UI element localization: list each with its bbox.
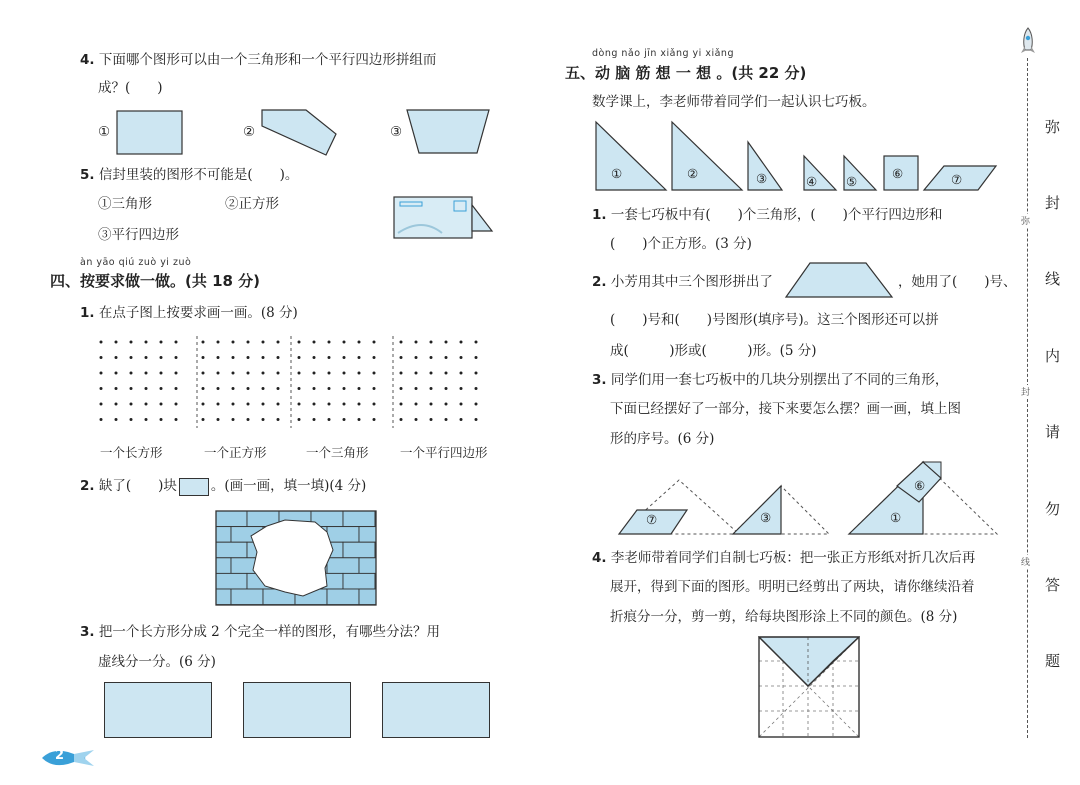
grid-dot [298,418,301,421]
question-4 [80,50,436,70]
section-4-title: 四、按要求做一做。(共 18 分) [50,272,261,290]
grid-dot [313,341,316,344]
grid-dot [343,418,346,421]
brick [343,511,375,527]
page-number-badge [38,746,98,770]
question-4-line2: 展开，得到下面的图形。明明已经剪出了两块，请你继续沿着 [610,579,975,595]
margin-char-5: 请 [1045,423,1061,441]
brick [327,558,359,574]
section-5-intro: 数学课上，李老师带着同学们一起认识七巧板。 [592,94,876,110]
grid-dot [445,403,448,406]
seal-small-2: 封 [1021,385,1030,398]
question-2-line3: 成( )形或( )形。(5 分) [610,343,817,359]
grid-dot [145,387,148,390]
grid-dot [217,403,220,406]
option-triangle: ①三角形 [98,196,152,212]
question-text: 小芳用其中三个图形拼出了 [610,274,773,290]
page-number: 2 [55,748,65,763]
question-number: 3. [80,624,95,640]
grid-dot [160,418,163,421]
seal-small-1: 弥 [1021,214,1030,227]
option-parallelogram: ③平行四边形 [98,227,179,243]
rectangle-shape [116,110,184,156]
section-5-question-4 [592,548,975,568]
grid-dot [175,418,178,421]
grid-dot [247,387,250,390]
tangram-piece-1 [596,122,666,190]
grid-dot [262,341,265,344]
grid-dot [247,418,250,421]
margin-char-3: 线 [1045,270,1061,288]
question-number: 1. [592,207,607,223]
grid-dot [343,387,346,390]
question-3-line3: 形的序号。(6 分) [610,431,715,447]
label-square: 一个正方形 [204,445,267,460]
question-number: 4. [80,52,95,68]
question-3-line2: 下面已经摆好了一部分，接下来要怎么摆？画一画，填上图 [610,401,961,417]
grid-dot [430,387,433,390]
brick [327,589,359,605]
grid-dot [130,372,133,375]
grid-dot [475,356,478,359]
grid-dot [445,356,448,359]
grid-dot [115,372,118,375]
puzzle-label-6: ⑥ [914,478,926,493]
rectangle-1[interactable] [104,682,212,738]
grid-dot [247,403,250,406]
grid-dot [100,403,103,406]
section-4-pinyin: àn yāo qiú zuò yi zuò [80,257,192,268]
grid-dot [277,341,280,344]
grid-dot [145,372,148,375]
grid-dot [328,356,331,359]
grid-dot [373,372,376,375]
grid-dot [160,372,163,375]
trapezoid-shape [405,108,491,156]
grid-dot [400,341,403,344]
grid-dot [400,356,403,359]
grid-dot [328,403,331,406]
grid-dot [343,403,346,406]
brick [216,527,231,543]
grid-dot [475,403,478,406]
grid-dot [313,418,316,421]
grid-dot [400,372,403,375]
grid-dot [175,403,178,406]
tangram-label-6: ⑥ [892,166,904,181]
grid-dot [415,341,418,344]
pentagon-shape [260,108,338,158]
question-4-line3: 折痕分一分，剪一剪，给每块图形涂上不同的颜色。(8 分) [610,609,958,625]
grid-dot [328,372,331,375]
grid-dot [232,372,235,375]
grid-dot [343,372,346,375]
question-text: 李老师带着同学们自制七巧板：把一张正方形纸对折几次后再 [610,550,976,566]
grid-dot [247,341,250,344]
grid-dot [343,356,346,359]
grid-dot [232,356,235,359]
grid-dot [160,403,163,406]
grid-dot [313,372,316,375]
grid-dot [232,403,235,406]
grid-dot [217,372,220,375]
section-4-question-1 [80,303,298,323]
margin-char-1: 弥 [1045,118,1061,136]
question-number: 2. [80,478,95,494]
section-5-question-2 [592,272,773,292]
triangle-puzzles[interactable] [615,458,1015,538]
margin-char-4: 内 [1045,347,1061,365]
grid-dot [298,341,301,344]
question-text-end: 。(画一画，填一填)(4 分) [210,478,367,494]
grid-dot [313,403,316,406]
puzzle-label-7: ⑦ [646,512,658,527]
grid-dot [445,372,448,375]
tangram-piece-2 [672,122,742,190]
label-parallelogram: 一个平行四边形 [400,445,488,460]
grid-dot [277,418,280,421]
question-3-line2: 虚线分一分。(6 分) [98,654,216,670]
brick [359,589,376,605]
grid-dot [475,387,478,390]
brick [359,527,376,543]
grid-dot [343,341,346,344]
grid-dot [262,387,265,390]
question-text: 一套七巧板中有( )个三角形，( )个平行四边形和 [610,207,943,223]
section-4-question-3 [80,622,440,642]
grid-dot [100,418,103,421]
grid-dot [175,356,178,359]
margin-char-6: 勿 [1045,500,1061,518]
grid-dot [202,387,205,390]
grid-dot [373,387,376,390]
grid-dot [430,403,433,406]
question-number: 1. [80,305,95,321]
grid-dot [298,372,301,375]
grid-dot [460,356,463,359]
grid-dot [145,341,148,344]
question-2-line2: ( )号和( )号图形(填序号)。这三个图形还可以拼 [610,312,939,328]
folded-square-paper[interactable] [758,636,860,738]
brick-wall[interactable] [215,510,377,606]
tangram-label-2: ② [687,166,699,181]
grid-dot [460,372,463,375]
grid-dot [262,372,265,375]
grid-dot [115,418,118,421]
margin-char-2: 封 [1045,194,1061,212]
grid-dot [202,356,205,359]
option-square: ②正方形 [225,196,279,212]
grid-dot [202,418,205,421]
section-5-question-3 [592,370,948,390]
brick [216,542,247,558]
grid-dot [430,356,433,359]
grid-dot [202,341,205,344]
grid-dot [373,341,376,344]
grid-dot [460,387,463,390]
grid-dot [373,356,376,359]
grid-dot [202,372,205,375]
brick [216,511,247,527]
grid-dot [247,372,250,375]
grid-dot [298,356,301,359]
brick [216,589,231,605]
grid-dot [100,387,103,390]
grid-dot [475,341,478,344]
envelope-image [392,195,496,241]
grid-dot [400,403,403,406]
margin-char-7: 答 [1045,576,1061,594]
question-1-line2: ( )个正方形。(3 分) [610,236,752,252]
grid-dot [217,356,220,359]
option-1-label: ① [98,124,111,140]
grid-dot [415,372,418,375]
grid-dot [415,387,418,390]
option-3-label: ③ [390,124,403,140]
question-4-line2: 成？( ) [98,80,163,96]
question-text: 下面哪个图形可以由一个三角形和一个平行四边形拼组而 [98,52,437,68]
rectangle-2[interactable] [243,682,351,738]
question-number: 2. [592,274,607,290]
grid-dot [145,418,148,421]
grid-dot [130,341,133,344]
grid-dot [160,387,163,390]
question-number: 4. [592,550,607,566]
brick [327,527,359,543]
grid-dot [313,387,316,390]
seal-dashed-line [1027,58,1028,738]
grid-dot [475,372,478,375]
rectangle-3[interactable] [382,682,490,738]
grid-dot [115,341,118,344]
grid-dot [415,403,418,406]
grid-dot [160,356,163,359]
grid-dot [262,403,265,406]
grid-dot [100,356,103,359]
brick [343,573,375,589]
grid-dot [160,341,163,344]
grid-dot [130,387,133,390]
question-text: 把一个长方形分成 2 个完全一样的图形，有哪些分法？用 [98,624,440,640]
grid-dot [232,418,235,421]
grid-dot [277,403,280,406]
grid-dot [358,341,361,344]
section-4-question-2 [80,476,366,496]
brick [359,558,376,574]
grid-dot [313,356,316,359]
grid-dot [115,387,118,390]
margin-char-8: 题 [1045,652,1061,670]
grid-dot [175,341,178,344]
question-number: 5. [80,167,95,183]
tangram-pieces [590,118,1010,194]
grid-dot [130,356,133,359]
grid-dot [415,356,418,359]
grid-dot [262,356,265,359]
grid-dot [202,403,205,406]
grid-dot [262,418,265,421]
grid-dot [175,387,178,390]
tangram-label-4: ④ [806,174,818,189]
grid-dot [100,341,103,344]
grid-dot [430,341,433,344]
grid-dot [358,418,361,421]
grid-dot [232,341,235,344]
grid-dot [217,387,220,390]
grid-dot [100,372,103,375]
tangram-label-3: ③ [756,171,768,186]
label-triangle: 一个三角形 [306,445,369,460]
trapezoid-composite [784,260,894,300]
question-5 [80,165,298,185]
section-5-title: 五、动 脑 筋 想 一 想 。(共 22 分) [565,64,807,82]
tangram-label-7: ⑦ [951,172,963,187]
grid-dot [430,372,433,375]
grid-dot [130,403,133,406]
grid-dot [445,418,448,421]
grid-dot [328,387,331,390]
grid-dot [460,341,463,344]
puzzle-label-3: ③ [760,510,772,525]
grid-dot [358,387,361,390]
option-2-label: ② [243,124,256,140]
brick [216,558,231,574]
rocket-icon [1018,26,1038,56]
grid-dot [430,418,433,421]
grid-dot [277,356,280,359]
section-5-pinyin: dòng nǎo jīn xiǎng yi xiǎng [592,48,734,59]
grid-dot [247,356,250,359]
grid-dot [358,372,361,375]
label-rectangle: 一个长方形 [100,445,163,460]
grid-dot [145,356,148,359]
grid-dot [277,372,280,375]
question-text: 信封里装的图形不可能是( )。 [98,167,299,183]
question-2-text-end: ，她用了( )号、 [898,274,1017,290]
grid-dot [277,387,280,390]
question-number: 3. [592,372,607,388]
brick [343,542,375,558]
tangram-label-5: ⑤ [846,174,858,189]
grid-dot [373,418,376,421]
grid-dot [175,372,178,375]
grid-dot [445,387,448,390]
tangram-label-1: ① [611,166,623,181]
grid-dot [373,403,376,406]
grid-dot [115,403,118,406]
question-text: 缺了( )块 [98,478,177,494]
question-text: 在点子图上按要求画一画。(8 分) [98,305,298,321]
question-text: 同学们用一套七巧板中的几块分别摆出了不同的三角形， [610,372,949,388]
grid-dot [415,418,418,421]
grid-dot [217,341,220,344]
grid-dot [400,387,403,390]
grid-dot [460,418,463,421]
grid-dot [232,387,235,390]
grid-dot [400,418,403,421]
grid-dot [358,356,361,359]
puzzle-label-1: ① [890,510,902,525]
grid-dot [328,418,331,421]
dot-grid-panel[interactable] [95,336,500,431]
brick [216,573,247,589]
grid-dot [145,403,148,406]
grid-dot [445,341,448,344]
brick [231,589,263,605]
grid-dot [328,341,331,344]
grid-dot [460,403,463,406]
section-5-question-1 [592,205,942,225]
grid-dot [298,387,301,390]
grid-dot [130,418,133,421]
brick-icon [179,478,209,496]
grid-dot [217,418,220,421]
grid-dot [358,403,361,406]
grid-dot [115,356,118,359]
grid-dot [475,418,478,421]
grid-dot [298,403,301,406]
seal-small-3: 线 [1021,555,1030,568]
